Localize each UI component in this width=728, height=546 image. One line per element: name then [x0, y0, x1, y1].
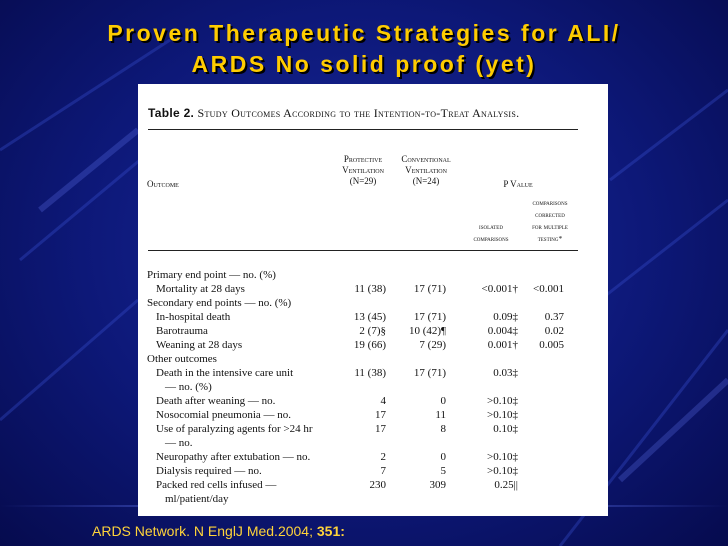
- header-pvalue: P Value: [503, 179, 533, 189]
- cell-outcome: — no.: [165, 437, 193, 449]
- cell-conventional: 17 (71): [413, 283, 446, 295]
- table-row: [138, 325, 608, 337]
- citation-volume: 351:: [316, 523, 345, 539]
- cell-conventional: 17 (71): [413, 311, 446, 323]
- cell-protective: 13 (45): [353, 311, 386, 323]
- header-corrected-line-1: comparisons: [532, 198, 568, 207]
- cell-isolated-p: 0.03‡: [493, 367, 518, 379]
- table-row: [138, 283, 608, 295]
- table-label: Table 2.: [148, 106, 195, 120]
- cell-outcome: Packed red cells infused —: [156, 479, 277, 491]
- cell-outcome: ml/patient/day: [165, 493, 229, 505]
- cell-isolated-p: >0.10‡: [487, 409, 518, 421]
- table-row: [138, 311, 608, 323]
- cell-conventional: 7 (29): [419, 339, 446, 351]
- cell-outcome: Barotrauma: [156, 325, 208, 337]
- table-row: [138, 297, 608, 309]
- cell-protective: 17: [375, 409, 386, 421]
- cell-isolated-p: 0.10‡: [493, 423, 518, 435]
- table-header-rule: [148, 250, 578, 251]
- cell-isolated-p: 0.25||: [494, 479, 518, 491]
- table-row: [138, 381, 608, 393]
- header-corrected-line-2: corrected: [535, 210, 565, 219]
- cell-protective: 2 (7)§: [359, 325, 386, 337]
- table-caption: [148, 106, 519, 121]
- header-outcome: Outcome: [147, 179, 179, 189]
- header-conventional: [393, 154, 459, 187]
- cell-outcome: Other outcomes: [147, 353, 217, 365]
- cell-outcome: — no. (%): [165, 381, 212, 393]
- header-protective: [333, 154, 393, 187]
- slide-title-line-1: Proven Therapeutic Strategies for ALI/: [107, 20, 621, 46]
- cell-outcome: Secondary end points — no. (%): [147, 297, 292, 309]
- cell-isolated-p: >0.10‡: [487, 451, 518, 463]
- table-row: [138, 451, 608, 463]
- cell-outcome: Death in the intensive care unit: [156, 367, 294, 379]
- cell-outcome: Nosocomial pneumonia — no.: [156, 409, 292, 421]
- table-row: [138, 395, 608, 407]
- cell-corrected-p: <0.001: [533, 283, 564, 295]
- table-row: [138, 479, 608, 491]
- cell-isolated-p: 0.001†: [487, 339, 518, 351]
- cell-protective: 4: [380, 395, 386, 407]
- cell-conventional: 0: [440, 395, 446, 407]
- table-row: [138, 465, 608, 477]
- table-row: [138, 493, 608, 505]
- header-corrected-line-3: for multiple: [532, 222, 568, 231]
- cell-outcome: Mortality at 28 days: [156, 283, 245, 295]
- table-row: [138, 367, 608, 379]
- slide-title-line-2: ARDS No solid proof (yet): [191, 51, 537, 77]
- cell-outcome: Use of paralyzing agents for >24 hr: [156, 423, 313, 435]
- header-conventional-line-2: Ventilation: [405, 165, 447, 175]
- header-conventional-line-1: Conventional: [401, 154, 451, 164]
- cell-protective: 17: [375, 423, 386, 435]
- cell-protective: 11 (38): [354, 283, 386, 295]
- cell-conventional: 5: [440, 465, 446, 477]
- cell-isolated-p: 0.004‡: [487, 325, 518, 337]
- cell-protective: 230: [369, 479, 386, 491]
- header-isolated-line-1: isolated: [479, 222, 503, 231]
- cell-isolated-p: >0.10‡: [487, 395, 518, 407]
- header-isolated-line-2: comparisons: [473, 234, 509, 243]
- cell-conventional: 17 (71): [413, 367, 446, 379]
- header-corrected-line-4: testing*: [537, 234, 563, 243]
- cell-corrected-p: 0.005: [539, 339, 564, 351]
- cell-corrected-p: 0.02: [544, 325, 564, 337]
- cell-protective: 2: [380, 451, 386, 463]
- cell-protective: 7: [380, 465, 386, 477]
- cell-corrected-p: 0.37: [544, 311, 564, 323]
- table-row: [138, 437, 608, 449]
- cell-outcome: Primary end point — no. (%): [147, 269, 276, 281]
- header-conventional-line-3: (N=24): [412, 176, 440, 186]
- cell-outcome: In-hospital death: [156, 311, 231, 323]
- citation: [92, 522, 345, 540]
- cell-conventional: 11: [435, 409, 446, 421]
- table-row: [138, 339, 608, 351]
- table-row: [138, 423, 608, 435]
- table-row: [138, 269, 608, 281]
- cell-outcome: Dialysis required — no.: [156, 465, 262, 477]
- citation-text: ARDS Network. N EnglJ Med.2004;: [92, 523, 317, 539]
- table-caption-text: Study Outcomes According to the Intention-to-Treat Analysis.: [197, 106, 520, 120]
- cell-isolated-p: <0.001†: [481, 283, 518, 295]
- cell-protective: 11 (38): [354, 367, 386, 379]
- header-isolated: [460, 221, 522, 245]
- header-protective-line-1: Protective: [343, 154, 383, 164]
- cell-conventional: 10 (42)¶: [408, 325, 446, 337]
- cell-conventional: 0: [440, 451, 446, 463]
- header-corrected: [516, 197, 584, 245]
- header-protective-line-3: (N=29): [349, 176, 377, 186]
- header-protective-line-2: Ventilation: [342, 165, 384, 175]
- table-row: [138, 353, 608, 365]
- cell-conventional: 8: [440, 423, 446, 435]
- cell-conventional: 309: [429, 479, 446, 491]
- table-image: [138, 84, 608, 516]
- table-row: [138, 409, 608, 421]
- table-top-rule: [148, 129, 578, 130]
- cell-outcome: Weaning at 28 days: [156, 339, 243, 351]
- cell-isolated-p: >0.10‡: [487, 465, 518, 477]
- cell-isolated-p: 0.09‡: [493, 311, 518, 323]
- slide-title: [20, 18, 708, 80]
- cell-protective: 19 (66): [353, 339, 386, 351]
- cell-outcome: Death after weaning — no.: [156, 395, 276, 407]
- cell-outcome: Neuropathy after extubation — no.: [156, 451, 311, 463]
